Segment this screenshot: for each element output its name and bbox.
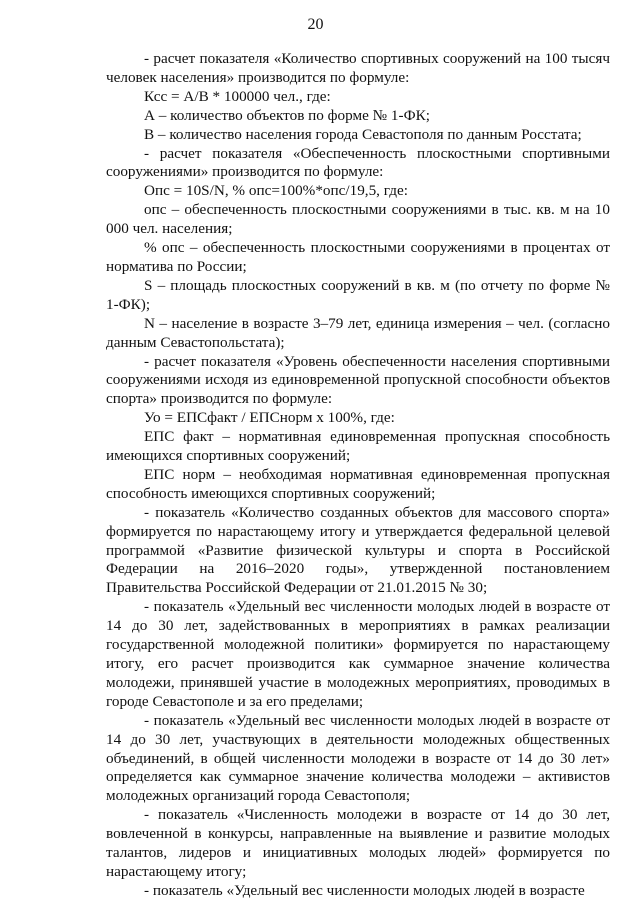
paragraph: - показатель «Удельный вес численности молодых людей в возрасте от 14 до 30 лет, задействованных в мероприятиях в рамках реализации государственной молодежной политики» формируется по нарастающему итогу, его расчет производится как суммарное значение количества молодежи, принявшей участие в молодежных мероприятиях, проводимых в городе Севастополе и за его пределами; [106, 598, 610, 710]
paragraph: - показатель «Численность молодежи в возрасте от 14 до 30 лет, вовлеченной в конкурсы, направленные на выявление и развитие молодых талантов, лидеров и инициативных молодых людей» формируется по нарастающему итогу; [106, 806, 610, 880]
page-number: 20 [307, 16, 324, 33]
formula: Опс = 10S/N, % опс=100%*опс/19,5, где: [144, 182, 408, 200]
paragraph: - расчет показателя «Обеспеченность плоскостными спортивными сооружениями» производится по формуле: [106, 144, 610, 181]
paragraph: - расчет показателя «Количество спортивных сооружений на 100 тысяч человек населения» производится по формуле: [106, 50, 610, 86]
paragraph: S – площадь плоскостных сооружений в кв. м (по отчету по форме № 1-ФК); [106, 276, 610, 313]
paragraph: ЕПС норм – необходимая нормативная единовременная пропускная способность имеющихся спортивных сооружений; [106, 465, 610, 502]
paragraph: - показатель «Удельный вес численности молодых людей в возрасте [144, 881, 585, 899]
paragraph: опс – обеспеченность плоскостными сооружениями в тыс. кв. м на 10 000 чел. населения; [106, 201, 610, 238]
paragraph: % опс – обеспеченность плоскостными сооружениями в процентах от норматива по России; [106, 239, 610, 275]
paragraph: - расчет показателя «Уровень обеспеченности населения спортивными сооружениями исходя из единовременной пропускной способности объектов спорта» производится по формуле: [106, 352, 610, 408]
formula: Ксс = А/В * 100000 чел., где: [144, 87, 331, 105]
paragraph: В – количество населения города Севастополя по данным Росстата; [144, 125, 582, 143]
paragraph: - показатель «Удельный вес численности молодых людей в возрасте от 14 до 30 лет, участвующих в деятельности молодежных общественных объединений, в общей численности молодежи в возрасте от 14 до 30 лет» определяется как суммарное значение количества молодежи – активистов молодежных организаций города Севастополя; [106, 711, 610, 805]
document-body [106, 50, 610, 901]
paragraph: ЕПС факт – нормативная единовременная пропускная способность имеющихся спортивных сооружений; [106, 428, 610, 465]
paragraph: - показатель «Количество созданных объектов для массового спорта» формируется по нарастающему итогу и утверждается федеральной целевой программой «Развитие физической культуры и спорта в Российской Федерации на 2016–2020 годы», утвержденной постановлением Правительства Российской Федерации от 21.01.2015 № 30; [106, 503, 610, 597]
formula: Уо = ЕПСфакт / ЕПСнорм х 100%, где: [144, 409, 395, 427]
paragraph: N – население в возрасте 3–79 лет, единица измерения – чел. (согласно данным Севастопольстата); [106, 314, 610, 351]
paragraph: А – количество объектов по форме № 1-ФК; [144, 106, 430, 124]
